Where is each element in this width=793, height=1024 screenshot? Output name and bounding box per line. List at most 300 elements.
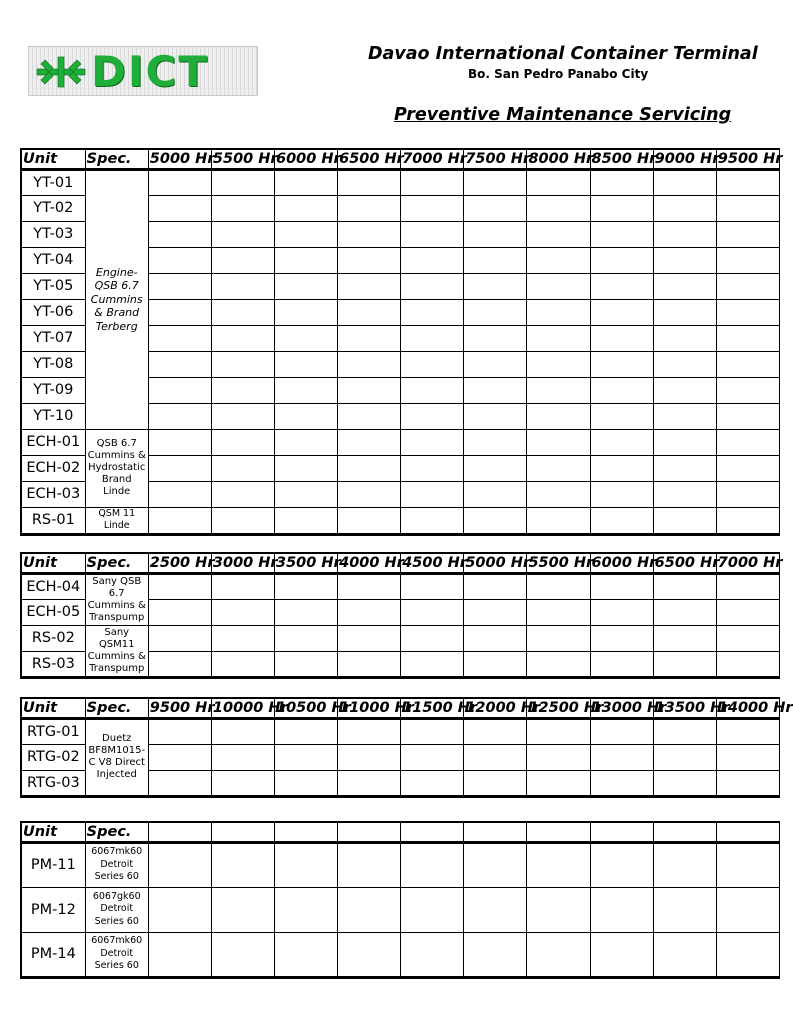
header-interval: 12500 Hr: [527, 698, 590, 718]
entry-cell[interactable]: [464, 507, 527, 534]
spec-cell: QSB 6.7 Cummins & Hydrostatic Brand Linde: [85, 429, 148, 507]
entry-cell[interactable]: [275, 625, 338, 651]
entry-cell[interactable]: [464, 273, 527, 299]
entry-cell[interactable]: [716, 573, 779, 599]
entry-cell[interactable]: [527, 718, 590, 744]
entry-cell[interactable]: [211, 625, 274, 651]
entry-cell[interactable]: [211, 299, 274, 325]
entry-cell[interactable]: [275, 195, 338, 221]
entry-cell[interactable]: [401, 842, 464, 887]
entry-cell[interactable]: [338, 481, 401, 507]
entry-cell[interactable]: [211, 744, 274, 770]
table-header-row: [21, 822, 780, 842]
header-unit: Unit: [21, 149, 85, 169]
entry-cell[interactable]: [716, 299, 779, 325]
entry-cell[interactable]: [590, 932, 653, 977]
unit-cell: RTG-02: [21, 744, 85, 770]
entry-cell[interactable]: [716, 718, 779, 744]
entry-cell[interactable]: [211, 169, 274, 195]
entry-cell[interactable]: [527, 195, 590, 221]
entry-cell[interactable]: [148, 887, 211, 932]
entry-cell[interactable]: [401, 325, 464, 351]
entry-cell[interactable]: [275, 599, 338, 625]
entry-cell[interactable]: [590, 169, 653, 195]
header-blank: [716, 822, 779, 842]
entry-cell[interactable]: [590, 842, 653, 887]
entry-cell[interactable]: [401, 599, 464, 625]
entry-cell[interactable]: [275, 377, 338, 403]
header-unit: Unit: [21, 698, 85, 718]
table-row: [21, 718, 780, 744]
entry-cell[interactable]: [590, 887, 653, 932]
unit-cell: ECH-02: [21, 455, 85, 481]
entry-cell[interactable]: [716, 625, 779, 651]
entry-cell[interactable]: [464, 481, 527, 507]
header-interval: 13500 Hr: [653, 698, 716, 718]
header-interval: 11500 Hr: [401, 698, 464, 718]
entry-cell[interactable]: [464, 651, 527, 677]
entry-cell[interactable]: [464, 887, 527, 932]
entry-cell[interactable]: [148, 377, 211, 403]
entry-cell[interactable]: [716, 325, 779, 351]
entry-cell[interactable]: [401, 887, 464, 932]
entry-cell[interactable]: [464, 932, 527, 977]
entry-cell[interactable]: [716, 247, 779, 273]
entry-cell[interactable]: [527, 507, 590, 534]
entry-cell[interactable]: [338, 887, 401, 932]
entry-cell[interactable]: [590, 718, 653, 744]
entry-cell[interactable]: [464, 599, 527, 625]
entry-cell[interactable]: [211, 403, 274, 429]
header-blank: [401, 822, 464, 842]
entry-cell[interactable]: [716, 507, 779, 534]
header-interval: 9000 Hr: [653, 149, 716, 169]
entry-cell[interactable]: [148, 744, 211, 770]
entry-cell[interactable]: [211, 325, 274, 351]
entry-cell[interactable]: [716, 351, 779, 377]
entry-cell[interactable]: [716, 403, 779, 429]
entry-cell[interactable]: [653, 744, 716, 770]
entry-cell[interactable]: [401, 770, 464, 796]
entry-cell[interactable]: [148, 351, 211, 377]
entry-cell[interactable]: [401, 377, 464, 403]
unit-cell: PM-14: [21, 932, 85, 977]
header-interval: 2500 Hr: [148, 553, 211, 573]
header-interval: 3000 Hr: [211, 553, 274, 573]
entry-cell[interactable]: [590, 625, 653, 651]
entry-cell[interactable]: [338, 273, 401, 299]
entry-cell[interactable]: [716, 481, 779, 507]
entry-cell[interactable]: [716, 651, 779, 677]
entry-cell[interactable]: [338, 429, 401, 455]
table-row: [21, 932, 780, 977]
entry-cell[interactable]: [716, 887, 779, 932]
entry-cell[interactable]: [275, 842, 338, 887]
table-row: [21, 429, 780, 455]
spec-cell: Duetz BF8M1015-C V8 Direct Injected: [85, 718, 148, 796]
entry-cell[interactable]: [464, 195, 527, 221]
entry-cell[interactable]: [148, 481, 211, 507]
entry-cell[interactable]: [275, 247, 338, 273]
entry-cell[interactable]: [527, 429, 590, 455]
maintenance-table-rtg: [20, 697, 793, 798]
entry-cell[interactable]: [148, 195, 211, 221]
entry-cell[interactable]: [275, 299, 338, 325]
entry-cell[interactable]: [464, 377, 527, 403]
entry-cell[interactable]: [211, 377, 274, 403]
entry-cell[interactable]: [211, 932, 274, 977]
header-interval: 5000 Hr: [464, 553, 527, 573]
entry-cell[interactable]: [464, 455, 527, 481]
entry-cell[interactable]: [401, 299, 464, 325]
entry-cell[interactable]: [148, 325, 211, 351]
entry-cell[interactable]: [401, 403, 464, 429]
entry-cell[interactable]: [716, 842, 779, 887]
entry-cell[interactable]: [275, 651, 338, 677]
entry-cell[interactable]: [464, 842, 527, 887]
entry-cell[interactable]: [148, 718, 211, 744]
unit-cell: ECH-03: [21, 481, 85, 507]
entry-cell[interactable]: [401, 221, 464, 247]
entry-cell[interactable]: [338, 599, 401, 625]
entry-cell[interactable]: [211, 599, 274, 625]
entry-cell[interactable]: [590, 429, 653, 455]
entry-cell[interactable]: [464, 169, 527, 195]
entry-cell[interactable]: [338, 351, 401, 377]
unit-cell: RS-01: [21, 507, 85, 534]
unit-cell: PM-11: [21, 842, 85, 887]
entry-cell[interactable]: [527, 651, 590, 677]
entry-cell[interactable]: [211, 887, 274, 932]
entry-cell[interactable]: [590, 325, 653, 351]
entry-cell[interactable]: [338, 247, 401, 273]
entry-cell[interactable]: [527, 887, 590, 932]
entry-cell[interactable]: [653, 625, 716, 651]
entry-cell[interactable]: [464, 221, 527, 247]
header-interval: 7000 Hr: [401, 149, 464, 169]
header-interval: 6000 Hr: [275, 149, 338, 169]
entry-cell[interactable]: [464, 770, 527, 796]
entry-cell[interactable]: [338, 625, 401, 651]
entry-cell[interactable]: [211, 718, 274, 744]
entry-cell[interactable]: [464, 325, 527, 351]
header-blank: [464, 822, 527, 842]
entry-cell[interactable]: [653, 842, 716, 887]
header-spec: Spec.: [85, 149, 148, 169]
spec-cell: Engine-QSB 6.7 Cummins & Brand Terberg: [85, 169, 148, 429]
entry-cell[interactable]: [527, 842, 590, 887]
entry-cell[interactable]: [590, 273, 653, 299]
entry-cell[interactable]: [716, 273, 779, 299]
entry-cell[interactable]: [527, 932, 590, 977]
entry-cell[interactable]: [527, 573, 590, 599]
entry-cell[interactable]: [401, 273, 464, 299]
entry-cell[interactable]: [653, 651, 716, 677]
header-blank: [211, 822, 274, 842]
entry-cell[interactable]: [211, 481, 274, 507]
entry-cell[interactable]: [338, 573, 401, 599]
header-interval: 5500 Hr: [527, 553, 590, 573]
entry-cell[interactable]: [148, 221, 211, 247]
entry-cell[interactable]: [148, 651, 211, 677]
entry-cell[interactable]: [401, 932, 464, 977]
entry-cell[interactable]: [211, 842, 274, 887]
entry-cell[interactable]: [401, 744, 464, 770]
entry-cell[interactable]: [716, 599, 779, 625]
entry-cell[interactable]: [653, 403, 716, 429]
entry-cell[interactable]: [211, 221, 274, 247]
entry-cell[interactable]: [401, 573, 464, 599]
entry-cell[interactable]: [275, 273, 338, 299]
entry-cell[interactable]: [653, 351, 716, 377]
entry-cell[interactable]: [211, 429, 274, 455]
entry-cell[interactable]: [148, 403, 211, 429]
entry-cell[interactable]: [401, 455, 464, 481]
maintenance-table-yt-ech-rs: [20, 148, 783, 536]
entry-cell[interactable]: [527, 403, 590, 429]
entry-cell[interactable]: [653, 377, 716, 403]
entry-cell[interactable]: [275, 429, 338, 455]
entry-cell[interactable]: [653, 273, 716, 299]
entry-cell[interactable]: [590, 195, 653, 221]
header-interval: 3500 Hr: [275, 553, 338, 573]
spec-cell: QSM 11 Linde: [85, 507, 148, 534]
entry-cell[interactable]: [211, 455, 274, 481]
entry-cell[interactable]: [716, 195, 779, 221]
entry-cell[interactable]: [464, 744, 527, 770]
header-interval: 6000 Hr: [590, 553, 653, 573]
entry-cell[interactable]: [464, 718, 527, 744]
entry-cell[interactable]: [275, 455, 338, 481]
entry-cell[interactable]: [653, 299, 716, 325]
entry-cell[interactable]: [527, 625, 590, 651]
entry-cell[interactable]: [148, 429, 211, 455]
entry-cell[interactable]: [590, 247, 653, 273]
unit-cell: YT-09: [21, 377, 85, 403]
entry-cell[interactable]: [148, 932, 211, 977]
entry-cell[interactable]: [653, 770, 716, 796]
entry-cell[interactable]: [653, 481, 716, 507]
page-title: Preventive Maintenance Servicing: [394, 105, 732, 125]
entry-cell[interactable]: [527, 455, 590, 481]
entry-cell[interactable]: [464, 403, 527, 429]
entry-cell[interactable]: [401, 651, 464, 677]
entry-cell[interactable]: [338, 195, 401, 221]
entry-cell[interactable]: [338, 299, 401, 325]
entry-cell[interactable]: [527, 744, 590, 770]
entry-cell[interactable]: [716, 455, 779, 481]
entry-cell[interactable]: [148, 625, 211, 651]
header-interval: 7000 Hr: [716, 553, 779, 573]
entry-cell[interactable]: [148, 247, 211, 273]
entry-cell[interactable]: [653, 887, 716, 932]
company-logo: [28, 46, 258, 96]
header-interval: 10000 Hr: [211, 698, 274, 718]
entry-cell[interactable]: [590, 770, 653, 796]
entry-cell[interactable]: [527, 221, 590, 247]
entry-cell[interactable]: [527, 599, 590, 625]
entry-cell[interactable]: [338, 403, 401, 429]
entry-cell[interactable]: [590, 507, 653, 534]
entry-cell[interactable]: [275, 403, 338, 429]
entry-cell[interactable]: [401, 625, 464, 651]
entry-cell[interactable]: [653, 195, 716, 221]
entry-cell[interactable]: [338, 744, 401, 770]
entry-cell[interactable]: [653, 169, 716, 195]
header-interval: 11000 Hr: [338, 698, 401, 718]
entry-cell[interactable]: [527, 351, 590, 377]
entry-cell[interactable]: [527, 169, 590, 195]
header-interval: 8500 Hr: [590, 149, 653, 169]
unit-cell: RS-03: [21, 651, 85, 677]
entry-cell[interactable]: [275, 351, 338, 377]
entry-cell[interactable]: [653, 455, 716, 481]
header-spec: Spec.: [85, 698, 148, 718]
table-row: [21, 507, 780, 534]
entry-cell[interactable]: [275, 481, 338, 507]
entry-cell[interactable]: [211, 507, 274, 534]
entry-cell[interactable]: [338, 718, 401, 744]
entry-cell[interactable]: [275, 221, 338, 247]
unit-cell: YT-03: [21, 221, 85, 247]
logo-text: DICT: [91, 47, 209, 96]
entry-cell[interactable]: [401, 507, 464, 534]
entry-cell[interactable]: [590, 403, 653, 429]
entry-cell[interactable]: [590, 455, 653, 481]
entry-cell[interactable]: [338, 455, 401, 481]
entry-cell[interactable]: [148, 599, 211, 625]
entry-cell[interactable]: [275, 718, 338, 744]
table-header-row: [21, 553, 780, 573]
entry-cell[interactable]: [653, 429, 716, 455]
entry-cell[interactable]: [211, 247, 274, 273]
entry-cell[interactable]: [527, 325, 590, 351]
entry-cell[interactable]: [211, 770, 274, 796]
entry-cell[interactable]: [590, 573, 653, 599]
header-interval: 10500 Hr: [275, 698, 338, 718]
entry-cell[interactable]: [527, 481, 590, 507]
entry-cell[interactable]: [338, 932, 401, 977]
entry-cell[interactable]: [338, 377, 401, 403]
entry-cell[interactable]: [211, 651, 274, 677]
entry-cell[interactable]: [590, 744, 653, 770]
entry-cell[interactable]: [590, 599, 653, 625]
entry-cell[interactable]: [401, 169, 464, 195]
entry-cell[interactable]: [211, 195, 274, 221]
maintenance-table-pm: [20, 821, 780, 979]
entry-cell[interactable]: [653, 599, 716, 625]
entry-cell[interactable]: [527, 273, 590, 299]
entry-cell[interactable]: [716, 221, 779, 247]
header-interval: 13000 Hr: [590, 698, 653, 718]
unit-cell: YT-06: [21, 299, 85, 325]
entry-cell[interactable]: [401, 718, 464, 744]
entry-cell[interactable]: [338, 842, 401, 887]
entry-cell[interactable]: [653, 221, 716, 247]
entry-cell[interactable]: [464, 351, 527, 377]
entry-cell[interactable]: [275, 325, 338, 351]
entry-cell[interactable]: [275, 507, 338, 534]
entry-cell[interactable]: [590, 351, 653, 377]
entry-cell[interactable]: [211, 273, 274, 299]
entry-cell[interactable]: [275, 169, 338, 195]
entry-cell[interactable]: [653, 932, 716, 977]
entry-cell[interactable]: [338, 507, 401, 534]
table-row: [21, 169, 780, 195]
entry-cell[interactable]: [338, 221, 401, 247]
entry-cell[interactable]: [338, 169, 401, 195]
entry-cell[interactable]: [716, 770, 779, 796]
entry-cell[interactable]: [590, 377, 653, 403]
header-interval: 12000 Hr: [464, 698, 527, 718]
entry-cell[interactable]: [401, 247, 464, 273]
entry-cell[interactable]: [401, 429, 464, 455]
entry-cell[interactable]: [716, 429, 779, 455]
entry-cell[interactable]: [401, 351, 464, 377]
entry-cell[interactable]: [275, 573, 338, 599]
entry-cell[interactable]: [590, 221, 653, 247]
entry-cell[interactable]: [590, 651, 653, 677]
unit-cell: RTG-03: [21, 770, 85, 796]
entry-cell[interactable]: [148, 299, 211, 325]
entry-cell[interactable]: [527, 377, 590, 403]
entry-cell[interactable]: [527, 247, 590, 273]
entry-cell[interactable]: [653, 573, 716, 599]
entry-cell[interactable]: [464, 299, 527, 325]
entry-cell[interactable]: [401, 195, 464, 221]
entry-cell[interactable]: [590, 481, 653, 507]
entry-cell[interactable]: [464, 573, 527, 599]
entry-cell[interactable]: [275, 770, 338, 796]
table-row: [21, 842, 780, 887]
company-name: Davao International Container Terminal: [368, 44, 758, 64]
entry-cell[interactable]: [653, 507, 716, 534]
entry-cell[interactable]: [464, 429, 527, 455]
entry-cell[interactable]: [464, 625, 527, 651]
entry-cell[interactable]: [716, 377, 779, 403]
entry-cell[interactable]: [338, 770, 401, 796]
entry-cell[interactable]: [275, 744, 338, 770]
entry-cell[interactable]: [211, 351, 274, 377]
entry-cell[interactable]: [716, 932, 779, 977]
entry-cell[interactable]: [653, 325, 716, 351]
entry-cell[interactable]: [211, 573, 274, 599]
entry-cell[interactable]: [148, 573, 211, 599]
entry-cell[interactable]: [148, 507, 211, 534]
entry-cell[interactable]: [590, 299, 653, 325]
entry-cell[interactable]: [275, 932, 338, 977]
entry-cell[interactable]: [338, 651, 401, 677]
entry-cell[interactable]: [464, 247, 527, 273]
header-interval: 4500 Hr: [401, 553, 464, 573]
entry-cell[interactable]: [148, 842, 211, 887]
company-address: Bo. San Pedro Panabo City: [468, 67, 649, 81]
entry-cell[interactable]: [338, 325, 401, 351]
entry-cell[interactable]: [653, 718, 716, 744]
entry-cell[interactable]: [527, 770, 590, 796]
unit-cell: YT-01: [21, 169, 85, 195]
entry-cell[interactable]: [653, 247, 716, 273]
entry-cell[interactable]: [148, 770, 211, 796]
entry-cell[interactable]: [401, 481, 464, 507]
entry-cell[interactable]: [148, 273, 211, 299]
entry-cell[interactable]: [148, 455, 211, 481]
entry-cell[interactable]: [716, 744, 779, 770]
entry-cell[interactable]: [148, 169, 211, 195]
entry-cell[interactable]: [527, 299, 590, 325]
entry-cell[interactable]: [716, 169, 779, 195]
entry-cell[interactable]: [275, 887, 338, 932]
